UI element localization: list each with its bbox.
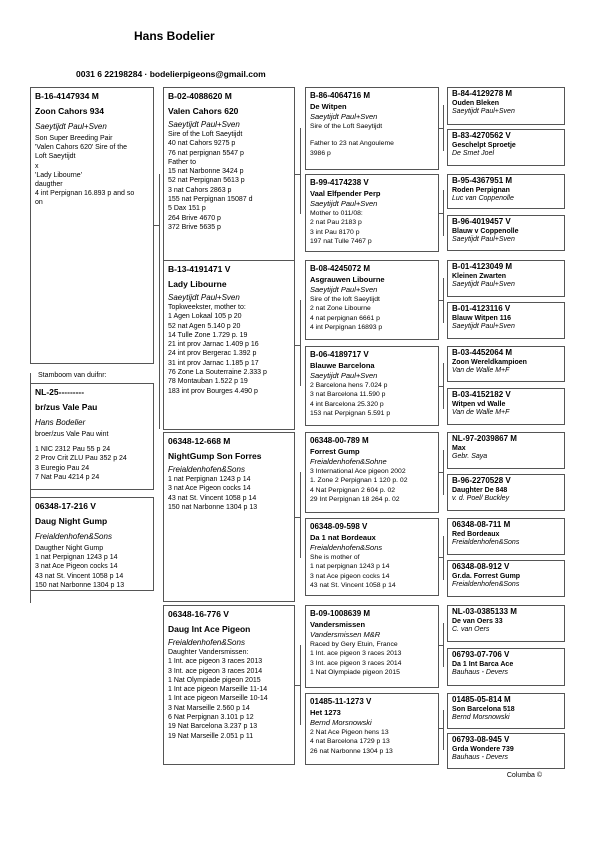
ancestor-card <box>447 605 565 642</box>
sire-card <box>163 87 295 261</box>
connector-line <box>443 278 444 323</box>
ancestor-card <box>447 302 565 339</box>
ancestor-ring: 06348-08-711 M <box>452 520 511 529</box>
ancestor-owner: Bauhaus - Devers <box>452 669 509 676</box>
grandparent-line: 3 int Pau 8170 p <box>310 228 360 236</box>
page-title: Hans Bodelier <box>134 29 215 43</box>
ancestor-card <box>447 432 565 469</box>
ancestor-owner: Freialdenhofen&Sons <box>452 581 520 588</box>
ancestor-name: Son Barcelona 518 <box>452 706 515 713</box>
parent-ring: B-13-4191471 V <box>168 264 231 274</box>
grandparent-ring: B-06-4189717 V <box>310 350 369 359</box>
parent-owner: Saeytijdt Paul+Sven <box>168 293 240 302</box>
parent-line: 3 nat Cahors 2863 p <box>168 186 232 194</box>
ancestor-owner: Van de Walle M+F <box>452 367 510 374</box>
connector-line <box>443 190 444 236</box>
parent-name: Daug Int Ace Pigeon <box>168 624 251 634</box>
sibling-line: 2 Prov Crit ZLU Pau 352 p 24 <box>35 455 127 463</box>
sibling-line: 43 nat St. Vincent 1058 p 14 <box>35 572 124 580</box>
ancestor-ring: 01485-05-814 M <box>452 695 511 704</box>
grandparent-name: Asgrauwen Libourne <box>310 275 385 284</box>
sibling-dam-card <box>163 605 295 765</box>
ancestor-ring: 06793-08-945 V <box>452 735 510 744</box>
grandparent-line: Mother to 011/08: <box>310 210 363 217</box>
parent-line: 264 Brive 4670 p <box>168 214 221 222</box>
ancestor-owner: Bernd Morsnowski <box>452 714 510 721</box>
subject-line: 4 int Perpignan 16.893 p and so <box>35 190 135 198</box>
grandparent-line: Father to 23 nat Angouleme <box>310 140 394 148</box>
grandparent-name: Vandersmissen <box>310 620 366 629</box>
sibling-owner: Hans Bodelier <box>35 418 86 427</box>
parent-line: 78 Montauban 1.522 p 19 <box>168 378 248 386</box>
grandparent-card <box>305 346 439 426</box>
sibling-line: 150 nat Narbonne 1304 p 13 <box>35 581 125 589</box>
grandparent-line <box>310 131 434 139</box>
footer-credit: Columba © <box>506 772 542 779</box>
ancestor-card <box>447 518 565 555</box>
ancestor-card <box>447 87 565 125</box>
subject-name: Zoon Cahors 934 <box>35 106 104 116</box>
ancestor-card <box>447 260 565 297</box>
ancestor-name: Blauw v Coppenolle <box>452 228 519 235</box>
sibling-line: 3 Euregio Pau 24 <box>35 464 90 472</box>
parent-line: 31 int prov Jarnac 1.185 p 17 <box>168 359 259 367</box>
ancestor-ring: 06793-07-706 V <box>452 650 510 659</box>
grandparent-card <box>305 174 439 252</box>
grandparent-ring: B-86-4064716 M <box>310 91 371 100</box>
grandparent-line: 3986 p <box>310 149 331 157</box>
sibling-line: Daugther Night Gump <box>35 545 104 552</box>
ancestor-owner: Saeytijdt Paul+Sven <box>452 108 515 115</box>
ancestor-card <box>447 129 565 166</box>
ancestor-owner: Saeytijdt Paul+Sven <box>452 236 515 243</box>
ancestor-name: Blauw Witpen 116 <box>452 315 512 322</box>
parent-line: 52 nat Agen 5.140 p 20 <box>168 322 241 330</box>
grandparent-owner: Saeytijdt Paul+Sven <box>310 199 378 208</box>
ancestor-name: Kleinen Zwarten <box>452 273 507 280</box>
subject-line: Loft Saeytijdt <box>35 153 76 161</box>
parent-owner: Freialdenhofen&Sons <box>168 638 245 647</box>
connector-line <box>30 373 31 603</box>
grandparent-line: Sire of the Loft Saeytijdt <box>310 123 383 130</box>
grandparent-line: 2 Nat Ace Pigeon hens 13 <box>310 729 389 736</box>
parent-ring: B-02-4088620 M <box>168 91 232 101</box>
grandparent-line: 26 nat Narbonne 1304 p 13 <box>310 747 393 755</box>
grandparent-card <box>305 518 439 596</box>
parent-ring: 06348-16-776 V <box>168 609 229 619</box>
grandparent-line: 1 Int. ace pigeon 3 races 2013 <box>310 650 402 658</box>
grandparent-line: 43 nat St. Vincent 1058 p 14 <box>310 581 396 589</box>
parent-line: Sire of the Loft Saeytijdt <box>168 131 243 138</box>
parent-line: 183 int prov Bourges 4.490 p <box>168 387 258 395</box>
grandparent-line: 4 int Barcelona 25.320 p <box>310 400 384 408</box>
sibling-name: br/zus Vale Pau <box>35 402 98 412</box>
ancestor-name: Ouden Bleken <box>452 100 500 107</box>
stamboom-label: Stamboom van duifnr: <box>38 372 107 379</box>
grandparent-ring: B-09-1008639 M <box>310 609 371 618</box>
subject-line: daugther <box>35 181 63 189</box>
connector-line <box>443 105 444 151</box>
connector-line <box>443 710 444 750</box>
ancestor-name: Grda Wondere 739 <box>452 746 514 753</box>
grandparent-card <box>305 432 439 513</box>
ancestor-owner: Saeytijdt Paul+Sven <box>452 323 515 330</box>
grandparent-name: Da 1 nat Bordeaux <box>310 533 376 542</box>
ancestor-ring: B-03-4152182 V <box>452 390 511 399</box>
ancestor-name: Red Bordeaux <box>452 531 500 538</box>
grandparent-line: 1 Nat Olympiade pigeon 2015 <box>310 668 400 676</box>
parent-line: 21 int prov Jarnac 1.409 p 16 <box>168 341 259 349</box>
ancestor-card <box>447 388 565 425</box>
grandparent-owner: Freialdenhofen&Sohne <box>310 457 387 466</box>
connector-line <box>300 128 301 214</box>
parent-line: 1 Int ace pigeon Marseille 11-14 <box>168 686 268 694</box>
sibling-owner: Freialdenhofen&Sons <box>35 532 112 541</box>
ancestor-owner: Freialdenhofen&Sons <box>452 539 520 546</box>
parent-owner: Freialdenhofen&Sons <box>168 465 245 474</box>
ancestor-ring: 06348-08-912 V <box>452 562 510 571</box>
grandparent-line: 153 nat Perpignan 5.591 p <box>310 409 391 417</box>
dam-card <box>163 260 295 430</box>
grandparent-line: 197 nat Tulle 7467 p <box>310 237 372 245</box>
parent-line: 3 Int. ace pigeon 3 races 2014 <box>168 667 263 675</box>
ancestor-card <box>447 215 565 251</box>
grandparent-card <box>305 693 439 765</box>
parent-line: 155 nat Perpignan 15087 d <box>168 196 253 204</box>
grandparent-line: 1. Zone 2 Perpignan 1 120 p. 02 <box>310 477 408 485</box>
sibling-ring: 06348-17-216 V <box>35 501 96 511</box>
subject-line: Son Super Breeding Pair <box>35 135 113 142</box>
contact-line: 0031 6 22198284 · bodelierpigeons@gmail.com <box>76 69 266 79</box>
parent-line: 6 Nat Perpignan 3.101 p 12 <box>168 714 254 722</box>
grandparent-line: She is mother of <box>310 554 360 561</box>
parent-line: 5 Dax 151 p <box>168 205 206 213</box>
grandparent-line: Sire of the loft Saeytijdt <box>310 296 380 303</box>
grandparent-line: 29 Int Perpignan 18 264 p. 02 <box>310 495 400 503</box>
parent-line: Topkweekster, mother to: <box>168 304 246 311</box>
parent-line: 3 Nat Marseille 2.560 p 14 <box>168 704 250 712</box>
ancestor-ring: B-01-4123116 V <box>452 304 511 313</box>
parent-line: 76 Zone La Souterraine 2.333 p <box>168 369 267 377</box>
ancestor-owner: Bauhaus - Devers <box>452 754 509 761</box>
parent-line: 150 nat Narbonne 1304 p 13 <box>168 503 258 511</box>
ancestor-name: Max <box>452 445 466 452</box>
grandparent-line: 4 int Perpignan 16893 p <box>310 323 383 331</box>
grandparent-card <box>305 605 439 688</box>
ancestor-owner: Gebr. Saya <box>452 453 488 460</box>
grandparent-name: De Witpen <box>310 102 347 111</box>
ancestor-card <box>447 346 565 382</box>
grandparent-ring: 06348-00-789 M <box>310 436 369 445</box>
grandparent-name: Forrest Gump <box>310 447 360 456</box>
ancestor-ring: B-01-4123049 M <box>452 262 513 271</box>
ancestor-name: Geschelpt Sproetje <box>452 142 516 149</box>
connector-line <box>159 174 160 429</box>
connector-line <box>443 363 444 409</box>
sibling-line: broer/zus Vale Pau wint <box>35 431 109 438</box>
connector-line <box>443 623 444 667</box>
grandparent-line: 4 nat perpignan 6661 p <box>310 314 380 322</box>
grandparent-ring: B-99-4174238 V <box>310 178 369 187</box>
ancestor-ring: NL-97-2039867 M <box>452 434 517 443</box>
grandparent-line: 1 nat perpignan 1243 p 14 <box>310 563 390 571</box>
ancestor-ring: B-83-4270562 V <box>452 131 511 140</box>
subject-line: 'Lady Libourne' <box>35 171 83 179</box>
parent-line: 52 nat Perpignan 5613 p <box>168 177 245 185</box>
grandparent-name: Blauwe Barcelona <box>310 361 375 370</box>
parent-line: 19 Nat Barcelona 3.237 p 13 <box>168 723 258 731</box>
sibling-ring: NL-25--------- <box>35 387 85 397</box>
grandparent-line: Raced by Gery Etuin, France <box>310 641 398 648</box>
sibling-line: 7 Nat Pau 4214 p 24 <box>35 473 100 481</box>
sibling-line: 1 nat Perpignan 1243 p 14 <box>35 554 118 562</box>
ancestor-ring: B-95-4367951 M <box>452 176 513 185</box>
parent-line: 14 Tulle Zone 1.729 p. 19 <box>168 331 248 339</box>
parent-line: 76 nat perpignan 5547 p <box>168 149 244 157</box>
parent-line: 40 nat Cahors 9275 p <box>168 140 236 148</box>
parent-name: Lady Libourne <box>168 279 227 289</box>
parent-line: 1 Int. ace pigeon 3 races 2013 <box>168 658 263 666</box>
parent-line: 1 Nat Olympiade pigeon 2015 <box>168 676 261 684</box>
subject-line: x <box>35 162 39 170</box>
parent-ring: 06348-12-668 M <box>168 436 231 446</box>
ancestor-name: Roden Perpignan <box>452 187 510 194</box>
ancestor-owner: Luc van Coppenolle <box>452 195 514 202</box>
grandparent-line: 2 nat Pau 2183 p <box>310 219 362 227</box>
parent-line: 1 Int ace pigeon Marseille 10-14 <box>168 695 268 703</box>
ancestor-owner: Van de Walle M+F <box>452 409 510 416</box>
sibling-name: Daug Night Gump <box>35 516 108 526</box>
parent-line: 19 Nat Marseille 2.051 p 11 <box>168 732 254 740</box>
parent-line: 1 Agen Lokaal 105 p 20 <box>168 313 242 321</box>
ancestor-owner: C. van Oers <box>452 626 490 633</box>
subject-line: 'Valen Cahors 620' Sire of the <box>35 144 128 152</box>
connector-line <box>443 450 444 495</box>
sibling-card <box>30 497 154 591</box>
connector-line <box>300 300 301 386</box>
parent-line: 15 nat Narbonne 3424 p <box>168 168 244 176</box>
sibling-line: 3 nat Ace Pigeon cocks 14 <box>35 563 118 571</box>
parent-line: Daughter Vandersmissen: <box>168 649 249 656</box>
ancestor-name: Gr.da. Forrest Gump <box>452 573 521 580</box>
parent-line: 24 int prov Bergerac 1.392 p <box>168 350 257 358</box>
connector-line <box>443 536 444 580</box>
sibling-line: 1 NIC 2312 Pau 55 p 24 <box>35 446 111 454</box>
grandparent-owner: Bernd Morsnowski <box>310 718 372 727</box>
ancestor-ring: B-96-2270528 V <box>452 476 511 485</box>
grandparent-ring: 01485-11-1273 V <box>310 697 372 706</box>
connector-line <box>300 472 301 558</box>
ancestor-name: Daughter De 848 <box>452 487 508 494</box>
parent-name: Valen Cahors 620 <box>168 106 239 116</box>
grandparent-card <box>305 260 439 340</box>
grandparent-line: 4 Nat Perpignan 2 604 p. 02 <box>310 486 396 494</box>
parent-line: 372 Brive 5635 p <box>168 223 221 231</box>
ancestor-card <box>447 648 565 686</box>
parent-line: 1 nat Perpignan 1243 p 14 <box>168 476 251 483</box>
grandparent-card <box>305 87 439 170</box>
grandparent-name: Vaal Elfpender Perp <box>310 189 381 198</box>
ancestor-card <box>447 693 565 729</box>
subject-owner: Saeytijdt Paul+Sven <box>35 122 107 131</box>
sibling-sire-card <box>163 432 295 602</box>
grandparent-owner: Vandersmissen M&R <box>310 630 381 639</box>
subject-line: on <box>35 199 43 207</box>
ancestor-name: Da 1 Int Barca Ace <box>452 661 514 668</box>
grandparent-name: Het 1273 <box>310 708 341 717</box>
grandparent-line: 3 nat Barcelona 11.590 p <box>310 391 386 399</box>
ancestor-name: Zoon Wereldkampioen <box>452 359 527 366</box>
grandparent-owner: Freialdenhofen&Sons <box>310 543 383 552</box>
parent-line: 43 nat St. Vincent 1058 p 14 <box>168 494 257 502</box>
grandparent-line: 2 nat Zone Libourne <box>310 305 371 313</box>
grandparent-line: 3 International Ace pigeon 2002 <box>310 468 406 475</box>
ancestor-ring: NL-03-0385133 M <box>452 607 517 616</box>
grandparent-ring: 06348-09-598 V <box>310 522 368 531</box>
connector-line <box>300 645 301 725</box>
parent-line: 3 nat Ace Pigeon cocks 14 <box>168 485 251 493</box>
parent-name: NightGump Son Forres <box>168 451 262 461</box>
ancestor-card <box>447 174 565 209</box>
subject-card <box>30 87 154 364</box>
grandparent-line: 4 nat Barcelona 1729 p 13 <box>310 738 390 746</box>
parent-owner: Saeytijdt Paul+Sven <box>168 120 240 129</box>
ancestor-card <box>447 474 565 511</box>
ancestor-ring: B-84-4129278 M <box>452 89 513 98</box>
ancestor-owner: Saeytijdt Paul+Sven <box>452 281 515 288</box>
grandparent-line: 2 Barcelona hens 7.024 p <box>310 382 388 389</box>
grandparent-ring: B-08-4245072 M <box>310 264 371 273</box>
sibling-card <box>30 383 154 490</box>
subject-ring: B-16-4147934 M <box>35 91 99 101</box>
ancestor-card <box>447 733 565 769</box>
grandparent-owner: Saeytijdt Paul+Sven <box>310 112 378 121</box>
ancestor-card <box>447 560 565 597</box>
ancestor-ring: B-03-4452064 M <box>452 348 513 357</box>
grandparent-owner: Saeytijdt Paul+Sven <box>310 285 378 294</box>
grandparent-line: 3 nat Ace pigeon cocks 14 <box>310 572 390 580</box>
ancestor-name: Witpen vd Walle <box>452 401 506 408</box>
parent-line: Father to <box>168 158 197 166</box>
ancestor-owner: v. d. Poel/ Buckley <box>452 495 510 502</box>
grandparent-line: 3 Int. ace pigeon 3 races 2014 <box>310 659 402 667</box>
ancestor-ring: B-96-4019457 V <box>452 217 511 226</box>
ancestor-owner: De Smet Joel <box>452 150 495 157</box>
grandparent-owner: Saeytijdt Paul+Sven <box>310 371 378 380</box>
ancestor-name: De van Oers 33 <box>452 618 503 625</box>
